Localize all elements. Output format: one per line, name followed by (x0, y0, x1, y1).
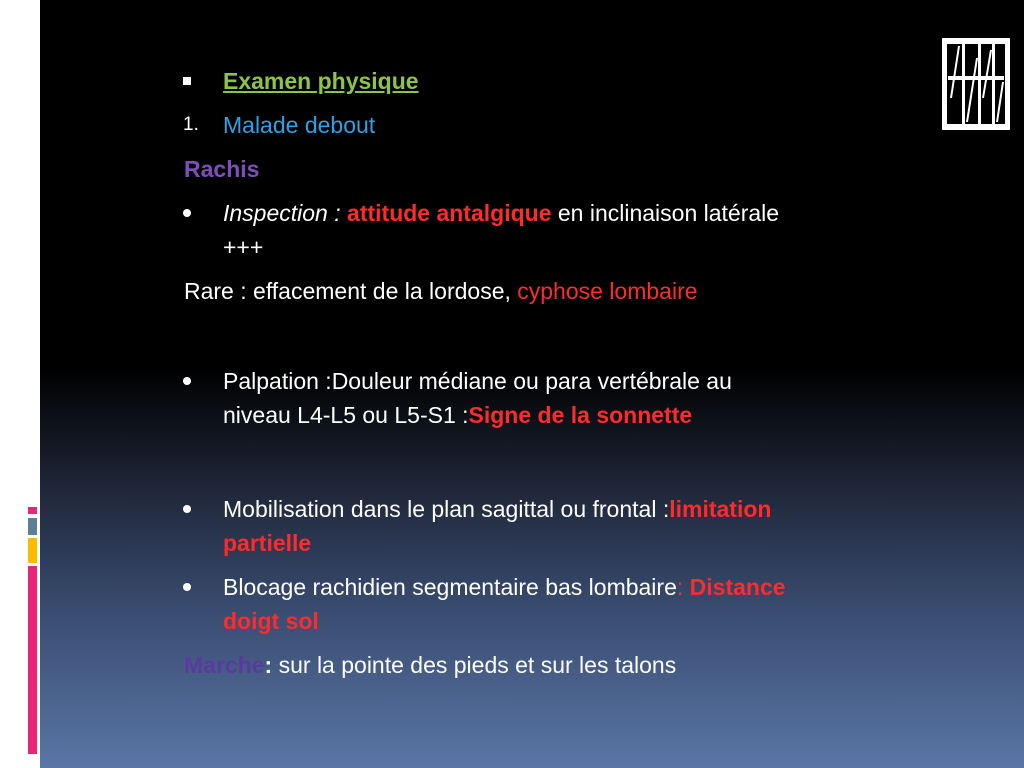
inspection-item (184, 196, 884, 264)
list-number: 1. (183, 114, 199, 135)
inspection-rest: en inclinaison latérale (551, 200, 780, 226)
accent-bar-teal (28, 518, 37, 535)
inspection-continuation: +++ (223, 234, 264, 260)
blocage-highlight-1: Distance (683, 574, 786, 600)
numbered-item-text: Malade debout (223, 112, 376, 138)
mobilisation-item (184, 492, 884, 560)
inspection-label: Inspection : (223, 200, 341, 226)
accent-bar-magenta-long (28, 566, 37, 754)
palpation-item (184, 364, 884, 432)
dot-bullet-icon (183, 505, 191, 513)
blocage-colon: : (676, 574, 684, 600)
numbered-item (184, 108, 884, 142)
dot-bullet-icon (183, 377, 191, 385)
rare-line-prefix: Rare : effacement de la lordose, (184, 278, 518, 304)
accent-bar-yellow (28, 538, 37, 563)
dot-bullet-icon (183, 583, 191, 591)
window-pane-icon (942, 38, 1010, 130)
mobilisation-highlight-2: partielle (223, 530, 312, 556)
slide-heading: Examen physique (223, 68, 419, 94)
section-title-rachis: Rachis (184, 156, 260, 182)
mobilisation-highlight-1: limitation (669, 496, 772, 522)
marche-label: Marche (184, 652, 265, 678)
marche-text: sur la pointe des pieds et sur les talons (272, 652, 677, 678)
heading-row (184, 64, 884, 98)
blocage-text: Blocage rachidien segmentaire bas lombaire (223, 574, 677, 600)
blocage-item (184, 570, 884, 638)
palpation-line1: Palpation :Douleur médiane ou para vertébrale au (223, 368, 732, 394)
blocage-highlight-2: doigt sol (223, 608, 319, 634)
rare-line (184, 274, 884, 308)
accent-bar-magenta-small (28, 507, 37, 514)
marche-colon: : (264, 652, 273, 678)
mobilisation-text: Mobilisation dans le plan sagittal ou frontal : (223, 496, 670, 522)
dot-bullet-icon (183, 209, 191, 217)
palpation-line2-prefix: niveau L4-L5 ou L5-S1 : (223, 402, 469, 428)
palpation-highlight: Signe de la sonnette (468, 402, 693, 428)
rare-line-highlight: cyphose lombaire (517, 278, 698, 304)
square-bullet-icon (183, 77, 191, 85)
marche-line (184, 648, 884, 682)
inspection-highlight: attitude antalgique (347, 200, 552, 226)
slide-content (184, 64, 884, 682)
